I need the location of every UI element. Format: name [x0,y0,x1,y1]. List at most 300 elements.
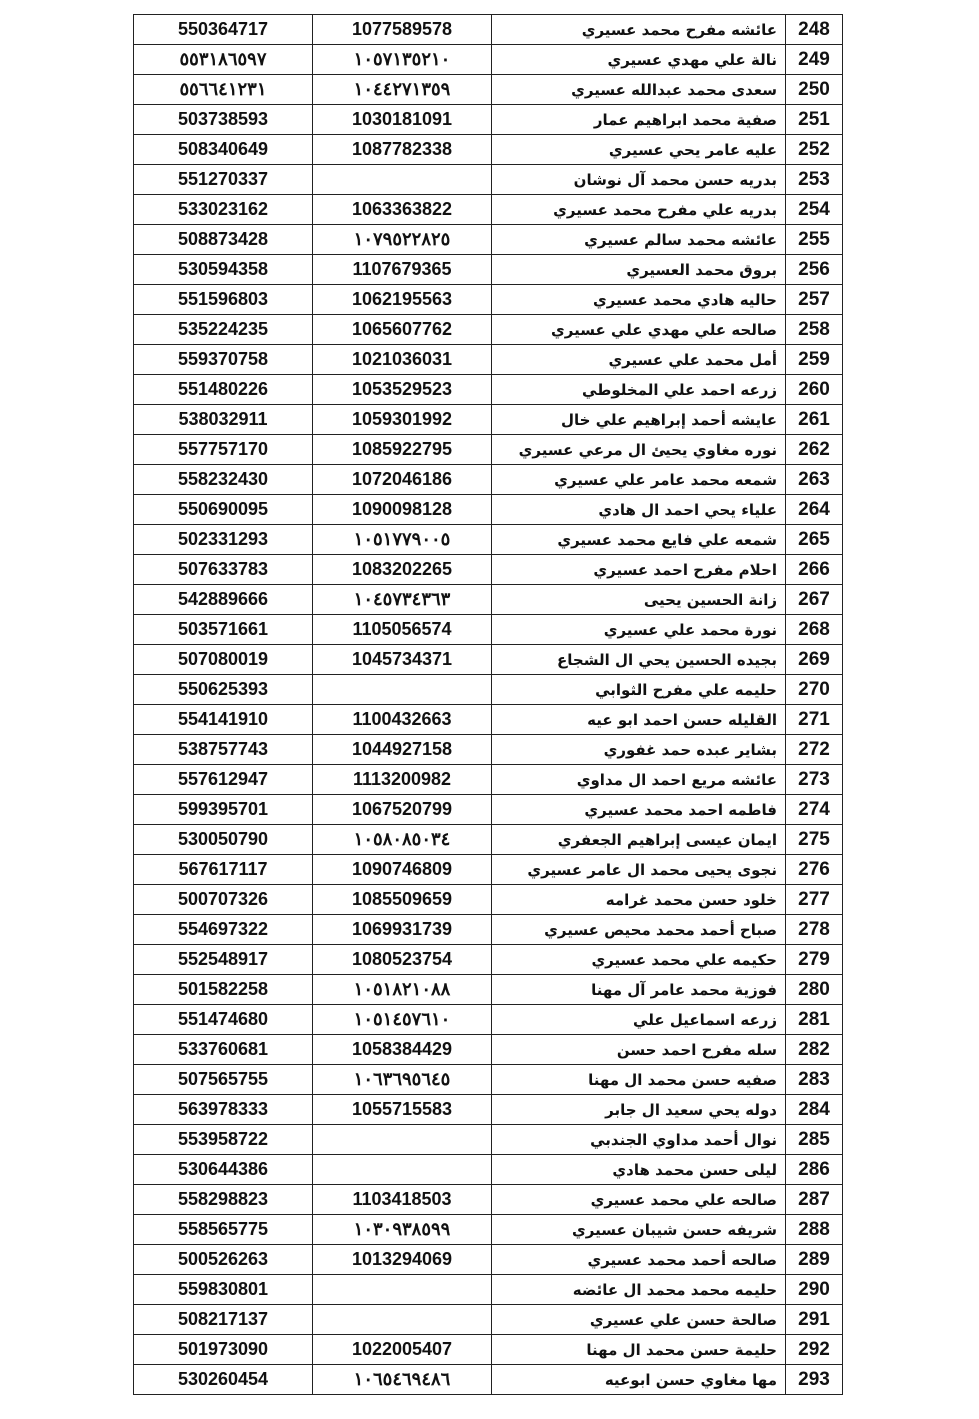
name-text: دوله يحي سعيد ال جابر [605,1100,777,1119]
phone-number-cell [134,255,313,285]
id-number-cell [313,915,492,945]
row-number-text: 290 [798,1278,830,1300]
name-cell [492,795,786,825]
table-row [134,645,843,675]
name-text: شريفه حسن شيبان عسيري [572,1220,777,1239]
phone-number-text: 502331293 [177,529,269,549]
id-number-cell [313,885,492,915]
phone-number-text: 554141910 [177,709,269,729]
row-number-cell [786,705,843,735]
id-number-cell [313,105,492,135]
id-number-cell [313,345,492,375]
row-number-cell [786,375,843,405]
name-text: عائشه مفرح محمد عسيري [581,20,777,39]
name-text: حاليه هادي محمد عسيري [593,290,777,309]
table-row [134,75,843,105]
id-number-text: 1103418503 [352,1189,452,1209]
id-number-text: 1067520799 [351,799,453,819]
row-number-cell [786,675,843,705]
phone-number-cell [134,645,313,675]
row-number-cell [786,915,843,945]
row-number-text: 249 [798,48,830,70]
table-row [134,585,843,615]
id-number-cell [313,1065,492,1095]
row-number-text: 252 [798,138,830,160]
phone-number-cell [134,1005,313,1035]
table-row [134,405,843,435]
phone-number-cell [134,315,313,345]
phone-number-cell [134,1275,313,1305]
phone-number-cell [134,765,313,795]
phone-number-text: 530260454 [177,1369,269,1389]
id-number-text: 1087782338 [351,139,453,159]
phone-number-text: 542889666 [177,589,269,609]
id-number-cell [313,615,492,645]
phone-number-text: 508873428 [177,229,269,249]
name-text: نالة علي مهدي عسيري [607,50,777,69]
row-number-text: 267 [798,588,830,610]
row-number-cell [786,585,843,615]
table-row [134,345,843,375]
id-number-cell [313,1125,492,1155]
row-number-text: 248 [798,18,830,40]
name-cell [492,1185,786,1215]
row-number-text: 286 [798,1158,830,1180]
name-text: علياء يحي احمد ال هادي [598,500,777,519]
row-number-text: 265 [798,528,830,550]
phone-number-cell [134,15,313,45]
id-number-text: 1083202265 [351,559,453,579]
phone-number-cell [134,165,313,195]
phone-number-text: 558298823 [177,1189,269,1209]
phone-number-text: 503738593 [177,109,269,129]
name-text: خلود حسن محمد غرامه [605,890,777,909]
row-number-cell [786,1365,843,1395]
name-text: حليمه علي مفرح الثوابي [595,680,777,699]
phone-number-text: 533760681 [177,1039,269,1059]
row-number-cell [786,495,843,525]
id-number-text: 1022005407 [351,1339,453,1359]
id-number-text: ١٠٤٤٢٧١٣٥٩ [353,79,451,99]
row-number-text: 268 [798,618,830,640]
name-cell [492,1335,786,1365]
phone-number-text: 550364717 [177,19,269,39]
name-cell [492,165,786,195]
table-row [134,1035,843,1065]
phone-number-text: 559830801 [177,1279,269,1299]
name-cell [492,285,786,315]
id-number-text: 1090746809 [351,859,453,879]
name-cell [492,1305,786,1335]
phone-number-text: 508340649 [177,139,269,159]
name-text: مها مغاوي حسن ابوعيه [604,1370,777,1389]
name-cell [492,255,786,285]
id-number-text: 1062195563 [351,289,453,309]
phone-number-cell [134,1155,313,1185]
name-text: بجيده الحسين يحي ال الشجاع [557,650,777,669]
id-number-cell [313,45,492,75]
name-text: صالحه علي مهدي علي عسيري [551,320,777,339]
table-row [134,705,843,735]
id-number-text: ١٠٥١٤٥٧٦١٠ [353,1009,451,1029]
id-number-cell [313,1035,492,1065]
phone-number-cell [134,405,313,435]
name-cell [492,1005,786,1035]
row-number-cell [786,525,843,555]
table-row [134,285,843,315]
id-number-cell [313,945,492,975]
phone-number-cell [134,135,313,165]
id-number-cell [313,375,492,405]
id-number-cell [313,1335,492,1365]
id-number-cell [313,555,492,585]
records-sheet [133,14,842,1395]
id-number-text: 1080523754 [351,949,453,969]
phone-number-cell [134,375,313,405]
row-number-text: 263 [798,468,830,490]
name-cell [492,375,786,405]
name-text: سله مفرح احمد حسن [616,1040,777,1059]
phone-number-text: 551596803 [177,289,269,309]
phone-number-text: 554697322 [177,919,269,939]
phone-number-text: 552548917 [177,949,269,969]
phone-number-cell [134,885,313,915]
name-cell [492,135,786,165]
phone-number-cell [134,525,313,555]
row-number-text: 282 [798,1038,830,1060]
id-number-text: 1013294069 [351,1249,453,1269]
phone-number-text: 558232430 [177,469,269,489]
row-number-cell [786,765,843,795]
phone-number-text: 530644386 [177,1159,269,1179]
name-text: ايمان عيسى إبراهيم الجعفري [557,830,777,849]
id-number-cell [313,855,492,885]
phone-number-cell [134,855,313,885]
id-number-cell [313,1305,492,1335]
phone-number-cell [134,435,313,465]
phone-number-text: 500707326 [177,889,269,909]
table-row [134,855,843,885]
name-cell [492,945,786,975]
row-number-cell [786,1215,843,1245]
id-number-cell [313,705,492,735]
phone-number-cell [134,1125,313,1155]
id-number-cell [313,1155,492,1185]
phone-number-cell [134,1065,313,1095]
table-row [134,915,843,945]
name-cell [492,765,786,795]
row-number-cell [786,465,843,495]
id-number-text: 1113200982 [352,769,452,789]
row-number-cell [786,645,843,675]
name-cell [492,315,786,345]
name-cell [492,855,786,885]
table-row [134,1245,843,1275]
id-number-text: 1077589578 [351,19,453,39]
row-number-cell [786,975,843,1005]
table-row [134,225,843,255]
phone-number-cell [134,825,313,855]
phone-number-text: 567617117 [178,859,268,879]
row-number-cell [786,225,843,255]
id-number-cell [313,525,492,555]
name-cell [492,465,786,495]
phone-number-cell [134,675,313,705]
phone-number-cell [134,1245,313,1275]
table-row [134,255,843,285]
id-number-text: 1072046186 [351,469,453,489]
row-number-cell [786,1035,843,1065]
row-number-cell [786,1005,843,1035]
name-cell [492,495,786,525]
name-cell [492,345,786,375]
id-number-cell [313,585,492,615]
row-number-cell [786,135,843,165]
table-row [134,165,843,195]
id-number-cell [313,195,492,225]
phone-number-text: 550690095 [177,499,269,519]
row-number-cell [786,45,843,75]
row-number-text: 253 [798,168,830,190]
phone-number-text: 535224235 [177,319,269,339]
table-row [134,495,843,525]
table-row [134,1335,843,1365]
phone-number-text: 563978333 [177,1099,269,1119]
row-number-text: 280 [798,978,830,1000]
phone-number-text: 551480226 [177,379,269,399]
name-cell [492,1155,786,1185]
id-number-cell [313,1185,492,1215]
row-number-cell [786,1245,843,1275]
phone-number-cell [134,105,313,135]
id-number-cell [313,1095,492,1125]
row-number-cell [786,1095,843,1125]
id-number-cell [313,135,492,165]
id-number-cell [313,255,492,285]
records-table-body [134,15,843,1395]
name-text: صباح أحمد محمد محيص عسيري [544,920,777,939]
phone-number-cell [134,285,313,315]
table-row [134,1365,843,1395]
id-number-cell [313,1005,492,1035]
id-number-text: ١٠٥١٨٢١٠٨٨ [353,979,451,999]
id-number-text: 1100432663 [352,709,452,729]
name-cell [492,825,786,855]
id-number-cell [313,1215,492,1245]
phone-number-text: 557757170 [177,439,269,459]
name-text: زرعه احمد علي المخلوطي [582,380,777,399]
row-number-text: 270 [798,678,830,700]
name-text: سعدى محمد عبدالله عسيري [571,80,777,99]
id-number-cell [313,645,492,675]
name-cell [492,435,786,465]
id-number-cell [313,465,492,495]
row-number-text: 269 [798,648,830,670]
row-number-cell [786,105,843,135]
phone-number-cell [134,1035,313,1065]
id-number-text: 1090098128 [351,499,453,519]
phone-number-cell [134,615,313,645]
phone-number-cell [134,585,313,615]
name-text: صالحه علي محمد عسيري [590,1190,777,1209]
table-row [134,795,843,825]
name-cell [492,615,786,645]
phone-number-cell [134,345,313,375]
id-number-text: 1085509659 [351,889,453,909]
name-text: نوره مغاوي يحيئ ال مرعي عسيري [518,440,777,459]
phone-number-text: 533023162 [177,199,269,219]
phone-number-text: 559370758 [177,349,269,369]
name-cell [492,45,786,75]
table-row [134,375,843,405]
table-row [134,1155,843,1185]
table-row [134,435,843,465]
row-number-text: 281 [798,1008,830,1030]
row-number-text: 289 [798,1248,830,1270]
row-number-cell [786,315,843,345]
name-text: بدريه حسن محمد آل نوشان [573,170,777,189]
phone-number-cell [134,795,313,825]
row-number-text: 278 [798,918,830,940]
table-row [134,315,843,345]
table-row [134,555,843,585]
row-number-cell [786,405,843,435]
table-row [134,765,843,795]
phone-number-text: 507080019 [177,649,269,669]
row-number-text: 285 [798,1128,830,1150]
row-number-cell [786,75,843,105]
row-number-cell [786,795,843,825]
id-number-text: 1063363822 [351,199,453,219]
name-text: بروق محمد العسيري [626,260,777,279]
name-text: عليه عامر يحي عسيري [608,140,777,159]
row-number-text: 275 [798,828,830,850]
name-text: عائشه محمد سالم عسيري [584,230,777,249]
row-number-text: 277 [798,888,830,910]
name-cell [492,75,786,105]
row-number-text: 261 [798,408,830,430]
row-number-text: 288 [798,1218,830,1240]
table-row [134,1275,843,1305]
row-number-text: 255 [798,228,830,250]
table-row [134,825,843,855]
row-number-text: 271 [798,708,830,730]
row-number-text: 273 [798,768,830,790]
name-text: فوزية محمد عامر آل مهنا [591,980,777,999]
name-text: حكيمه علي محمد عسيري [591,950,777,969]
name-text: نورة محمد علي عسيري [603,620,777,639]
name-cell [492,975,786,1005]
name-cell [492,1065,786,1095]
name-cell [492,1095,786,1125]
row-number-text: 283 [798,1068,830,1090]
row-number-text: 292 [798,1338,830,1360]
id-number-cell [313,1275,492,1305]
records-table [133,14,843,1395]
phone-number-text: 538757743 [177,739,269,759]
id-number-text: ١٠٥١٧٧٩٠٠٥ [353,529,451,549]
row-number-cell [786,1065,843,1095]
phone-number-text: ٥٥٣١٨٦٥٩٧ [179,49,267,69]
id-number-text: 1059301992 [351,409,453,429]
table-row [134,615,843,645]
row-number-cell [786,255,843,285]
row-number-text: 251 [798,108,830,130]
id-number-text: ١٠٥٧١٣٥٢١٠ [353,49,451,69]
row-number-cell [786,165,843,195]
id-number-text: 1065607762 [351,319,453,339]
table-row [134,885,843,915]
name-text: أمل محمد علي عسيري [608,350,777,369]
row-number-cell [786,1275,843,1305]
name-cell [492,705,786,735]
name-cell [492,1125,786,1155]
row-number-cell [786,885,843,915]
table-row [134,105,843,135]
phone-number-text: 501582258 [177,979,269,999]
name-cell [492,1275,786,1305]
phone-number-text: 503571661 [177,619,269,639]
row-number-cell [786,15,843,45]
id-number-text: 1044927158 [351,739,453,759]
id-number-text: ١٠٦٣٦٩٥٦٤٥ [353,1069,451,1089]
id-number-text: 1053529523 [351,379,453,399]
id-number-text: ١٠٧٩٥٢٢٨٢٥ [353,229,451,249]
phone-number-text: 507565755 [177,1069,269,1089]
table-row [134,15,843,45]
phone-number-text: 501973090 [177,1339,269,1359]
name-cell [492,1245,786,1275]
name-cell [492,675,786,705]
table-row [134,525,843,555]
name-cell [492,885,786,915]
phone-number-cell [134,45,313,75]
table-row [134,1005,843,1035]
phone-number-cell [134,1095,313,1125]
table-row [134,45,843,75]
id-number-cell [313,435,492,465]
id-number-cell [313,15,492,45]
phone-number-text: ٥٥٦٦٤١٢٣١ [179,79,267,99]
name-cell [492,645,786,675]
row-number-text: 256 [798,258,830,280]
name-text: صفيه حسن محمد ال مهنا [588,1070,777,1089]
row-number-text: 291 [798,1308,830,1330]
name-cell [492,1215,786,1245]
name-cell [492,1365,786,1395]
row-number-cell [786,1305,843,1335]
id-number-text: ١٠٣٠٩٣٨٥٩٩ [353,1219,451,1239]
phone-number-cell [134,1335,313,1365]
name-text: القليله حسن احمد ابو عيه [587,710,777,729]
phone-number-text: 550625393 [177,679,269,699]
name-text: بشاير عبده حمد غفوري [603,740,777,759]
name-text: احلام مفرح احمد عسيري [593,560,777,579]
id-number-text: 1085922795 [351,439,453,459]
name-cell [492,915,786,945]
phone-number-cell [134,1365,313,1395]
id-number-text: 1058384429 [351,1039,453,1059]
id-number-text: 1069931739 [351,919,453,939]
row-number-cell [786,1155,843,1185]
phone-number-text: 507633783 [177,559,269,579]
phone-number-cell [134,225,313,255]
phone-number-cell [134,555,313,585]
table-row [134,975,843,1005]
name-cell [492,555,786,585]
id-number-cell [313,285,492,315]
phone-number-text: 599395701 [177,799,269,819]
